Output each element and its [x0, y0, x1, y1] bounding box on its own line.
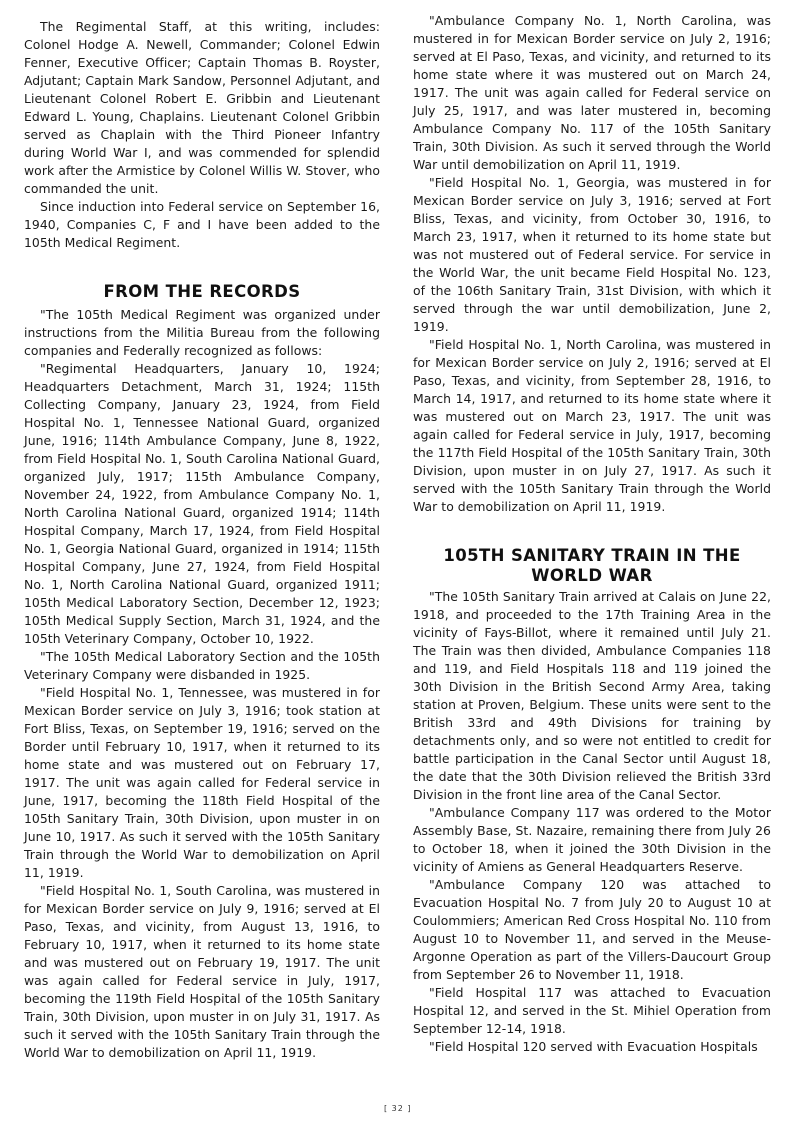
left-column [24, 18, 380, 1062]
paragraph-field-hospital-georgia: "Field Hospital No. 1, Georgia, was mustered in for Mexican Border service on July 3, 1916; served at Fort Bliss, Texas, and vicinity, from October 30, 1916, to March 23, 1917, when it returned to its home state but was not mustered out of Federal service. For service in the World War, the unit became Field Hospital No. 123, of the 106th Sanitary Train, 31st Division, with which it served through the war until demobilization, June 2, 1919. [413, 175, 771, 334]
paragraph-calais-arrival: "The 105th Sanitary Train arrived at Calais on June 22, 1918, and proceeded to the 17th Training Area in the vicinity of Fays-Billot, where it remained until July 21. The Train was then divided, Ambulance Companies 118 and 119, and Field Hospitals 118 and 119 joined the 30th Division in the British Second Army Area, taking station at Proven, Belgium. These units were sent to the British 33rd and 49th Divisions for training by detachments only, and so were not entitled to credit for battle participation in the Canal Sector until August 18, the date that the 30th Division relieved the British 33rd Division in the front line area of the Canal Sector. [413, 589, 771, 802]
paragraph-field-hospital-south-carolina: "Field Hospital No. 1, South Carolina, was mustered in for Mexican Border service on July 9, 1916; served at El Paso, Texas, and vicinity, from August 13, 1916, to February 10, 1917, when it returned to its home state and was mustered out on February 19, 1917. The unit was again called for Federal service in July, 1917, becoming the 119th Field Hospital of the 105th Sanitary Train, 30th Division, upon muster in on July 31, 1917. As such it served with the 105th Sanitary Train through the World War to demobilization on April 11, 1919. [24, 883, 380, 1060]
paragraph-field-hospital-north-carolina: "Field Hospital No. 1, North Carolina, was mustered in for Mexican Border service on July 2, 1916; served at El Paso, Texas, and vicinity, from September 28, 1916, to March 14, 1917, and returned to its home state where it was mustered out on March 23, 1917. The unit was again called for Federal service in July, 1917, becoming the 117th Field Hospital of the 105th Sanitary Train, 30th Division, upon muster in on July 27, 1917. As such it served with the 105th Sanitary Train through the World War to demobilization on April 11, 1919. [413, 337, 771, 514]
section-heading-sanitary-train: 105TH SANITARY TRAIN IN THE WORLD WAR [443, 546, 741, 585]
paragraph-organization: "The 105th Medical Regiment was organized under instructions from the Militia Bureau from the following companies and Federally recognized as follows: [24, 307, 380, 358]
section-heading-from-the-records: FROM THE RECORDS [103, 282, 301, 301]
paragraph-ambulance-company-120: "Ambulance Company 120 was attached to Evacuation Hospital No. 7 from July 20 to August 10 at Coulommiers; American Red Cross Hospital No. 110 from August 10 to November 11, and served in the Meuse-Argonne Operation as part of the Villers-Daucourt Group from September 26 to November 11, 1918. [413, 877, 771, 982]
page-number: [ 32 ] [384, 1104, 412, 1113]
paragraph-recognition-dates: "Regimental Headquarters, January 10, 1924; Headquarters Detachment, March 31, 1924; 115th Collecting Company, January 23, 1924, from Field Hospital No. 1, Tennessee National Guard, organized June, 1916; 114th Ambulance Company, June 8, 1922, from Field Hospital No. 1, South Carolina National Guard, organized July, 1917; 115th Ambulance Company, November 24, 1922, from Ambulance Company No. 1, North Carolina National Guard, organized 1914; 114th Hospital Company, March 17, 1924, from Field Hospital No. 1, Georgia National Guard, organized in 1914; 115th Hospital Company, June 27, 1924, from Field Hospital No. 1, North Carolina National Guard, organized 1911; 105th Medical Laboratory Section, December 12, 1923; 105th Medical Supply Section, March 31, 1924, and the 105th Veterinary Company, October 10, 1922. [24, 361, 380, 646]
paragraph-disbanded: "The 105th Medical Laboratory Section and the 105th Veterinary Company were disbanded in 1925. [24, 649, 380, 682]
paragraph-induction: Since induction into Federal service on September 16, 1940, Companies C, F and I have been added to the 105th Medical Regiment. [24, 199, 380, 250]
paragraph-ambulance-company-north-carolina: "Ambulance Company No. 1, North Carolina, was mustered in for Mexican Border service on July 2, 1916; served at El Paso, Texas, and vicinity, and returned to its home state where it was mustered out on March 24, 1917. The unit was again called for Federal service on July 25, 1917, and was later mustered in, becoming Ambulance Company No. 117 of the 105th Sanitary Train, 30th Division. As such it served through the World War until demobilization on April 11, 1919. [413, 13, 771, 172]
paragraph-regimental-staff: The Regimental Staff, at this writing, includes: Colonel Hodge A. Newell, Commander; Colonel Edwin Fenner, Executive Officer; Captain Thomas B. Royster, Adjutant; Captain Mark Sandow, Personnel Adjutant, and Lieutenant Colonel Robert E. Gribbin and Lieutenant Edward L. Young, Chaplains. Lieutenant Colonel Gribbin served as Chaplain with the Third Pioneer Infantry during World War I, and was commended for splendid work after the Armistice by Colonel Willis W. Stover, who commanded the unit. [24, 19, 380, 196]
paragraph-ambulance-company-117: "Ambulance Company 117 was ordered to the Motor Assembly Base, St. Nazaire, remaining there from July 26 to October 18, when it joined the 30th Division in the vicinity of Amiens as General Headquarters Reserve. [413, 805, 771, 874]
paragraph-field-hospital-tennessee: "Field Hospital No. 1, Tennessee, was mustered in for Mexican Border service on July 3, 1916; took station at Fort Bliss, Texas, on September 19, 1916; served on the Border until February 10, 1917, when it returned to its home state and was mustered out on February 17, 1917. The unit was again called for Federal service in June, 1917, becoming the 118th Field Hospital of the 105th Sanitary Train, 30th Division, upon muster in on June 10, 1917. As such it served with the 105th Sanitary Train through the World War to demobilization on April 11, 1919. [24, 685, 380, 880]
paragraph-field-hospital-120: "Field Hospital 120 served with Evacuation Hospitals [429, 1039, 758, 1054]
right-column [413, 12, 771, 1056]
paragraph-field-hospital-117: "Field Hospital 117 was attached to Evacuation Hospital 12, and served in the St. Mihiel Operation from September 12-14, 1918. [413, 985, 771, 1036]
